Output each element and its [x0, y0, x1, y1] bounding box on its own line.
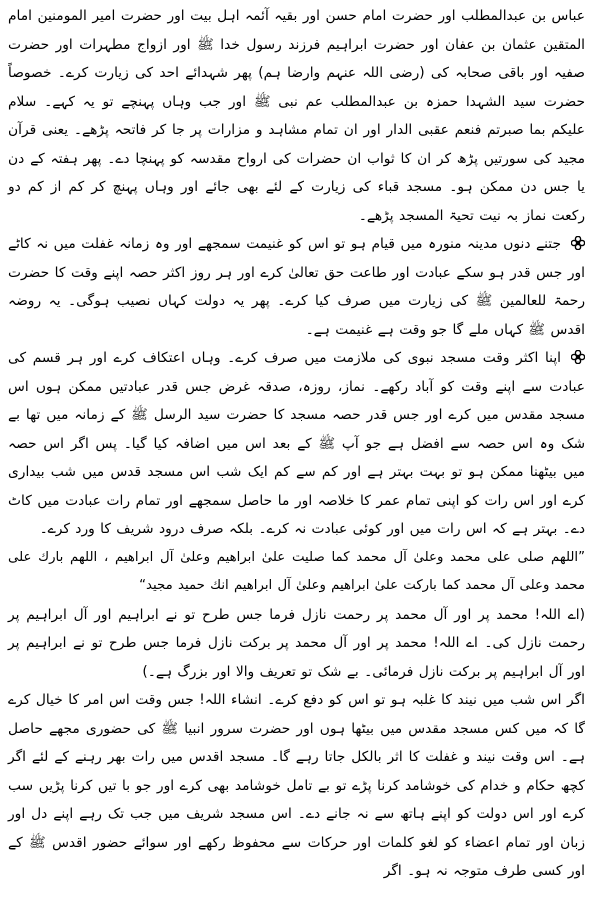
paragraph-masjid-nabawi: [8, 344, 585, 544]
flower-bullet-icon: [571, 350, 585, 364]
paragraph-ziyarat-shuhada: عباس بن عبدالمطلب اور حضرت امام حسن اور بقیہ آئمہ اہل بیت اور حضرت امیر المومنین امام المتقین عثمان بن عفان اور حضرت ابراہیم فرزند رسول خدا ﷺ اور ازواج مطہرات اور حضرت صفیہ اور باقی صحابہ کی (رضی اللہ عنہم وارضا ہم) پھر شہدائے احد کی زیارت کرے۔ خصوصاً حضرت سید الشہدا حمزہ بن عبدالمطلب عم نبی ﷺ اور جب وہاں پہنچے تو یہ کہے۔ سلام علیکم بما صبرتم فنعم عقبی الدار اور ان تمام مشاہد و مزارات پر جا کر فاتحہ پڑھے۔ یعنی قرآن مجید کی سورتیں پڑھ کر ان کا ثواب ان حضرات کی ارواح مقدسہ کو پہنچا دے۔ پھر ہفتہ کے دن یا جس دن ممکن ہو۔ مسجد قباء کی زیارت کے لئے بھی جائے اور وہاں پہنچ کر کم از کم دو رکعت نماز بہ نیت تحیۃ المسجد پڑھے۔: [8, 8, 585, 224]
flower-bullet-icon: [571, 236, 585, 250]
paragraph-madinah-stay: [8, 230, 585, 344]
durood-ibrahimi-arabic: ”اللهم صلى على محمد وعلىٰ آل محمد كما صليت علىٰ ابراهيم وعلىٰ آل ابراهيم ، اللهم بارك على محمد وعلى آل محمد كما باركت علىٰ ابراهيم وعلىٰ آل ابراهيم انك حميد مجيد“: [8, 549, 585, 593]
bullet-text: جتنے دنوں مدینہ منورہ میں قیام ہو تو اس کو غنیمت سمجھے اور وہ زمانہ غفلت میں نہ کاٹے اور جس قدر ہو سکے عبادت اور طاعت حق تعالیٰ کرے اور ہر روز اکثر حصہ اپنے وقت کا حضرت رحمۃ للعالمین ﷺ کی زیارت میں صرف کیا کرے۔ پھر یہ دولت کہاں نصیب ہوگی۔ یہ روضہ اقدس ﷺ کہاں ملے گا جو وقت ہے غنیمت ہے۔: [8, 236, 585, 338]
document-page: [8, 2, 585, 900]
paragraph-night-vigil: اگر اس شب میں نیند کا غلبہ ہو تو اس کو دفع کرے۔ انشاء اللہ! جس وقت اس امر کا خیال کرے گا کہ میں کس مسجد مقدس میں بیٹھا ہوں اور حضرت سرور انبیا ﷺ کی حضوری مجھے حاصل ہے۔ اس وقت نیند و غفلت کا اثر بالکل جاتا رہے گا۔ مسجد اقدس میں رات بھر رہنے کے لئے اگر کچھ حکام و خدام کی خوشامد کرنا پڑے تو بے تامل خوشامد بھی کرے اور جو با تیں کرنا پڑیں سب کرے اور اس دولت کو اپنے ہاتھ سے نہ جانے دے۔ اس مسجد شریف میں جب تک رہے اپنے دل اور زبان اور تمام اعضاء کو لغو کلمات اور حرکات سے محفوظ رکھے اور سوائے حضور اقدس ﷺ کے اور کسی طرف متوجہ نہ ہو۔ اگر: [8, 692, 585, 879]
bullet-text: اپنا اکثر وقت مسجد نبوی کی ملازمت میں صرف کرے۔ وہاں اعتکاف کرے اور ہر قسم کی عبادت سے اپنے وقت کو آباد رکھے۔ نماز، روزہ، صدقہ غرض جس قدر عبادتیں ممکن ہوں اس مسجد مقدس میں کرے اور جس قدر حصہ مسجد کا حضرت سید الرسل ﷺ کے زمانہ میں تھا بے شک وہ اس حصہ سے افضل ہے جو آپ ﷺ کے بعد اس میں اضافہ کیا گیا۔ پس اگر اس حصہ میں بیٹھنا ممکن ہو تو بہت بہتر ہے اور کم سے کم ایک شب اس مسجد قدس میں شب بیداری کرے اور اس رات کو اپنی تمام عمر کا خلاصہ اور ما حاصل سمجھے اور تمام رات عبادت میں کاٹ دے۔ بہتر ہے کہ اس رات میں اور کوئی عبادت نہ کرے۔ بلکہ صرف درود شریف کا ورد کرے۔: [8, 350, 585, 537]
durood-translation: (اے اللہ! محمد پر اور آل محمد پر رحمت نازل فرما جس طرح تو نے ابراہیم اور آل ابراہیم پر رحمت نازل کی۔ اے اللہ! محمد پر اور آل محمد پر برکت نازل فرما جس طرح تو نے ابراہیم پر اور آل ابراہیم پر برکت نازل فرمائی۔ بے شک تو تعریف والا اور بزرگ ہے۔): [8, 606, 585, 680]
